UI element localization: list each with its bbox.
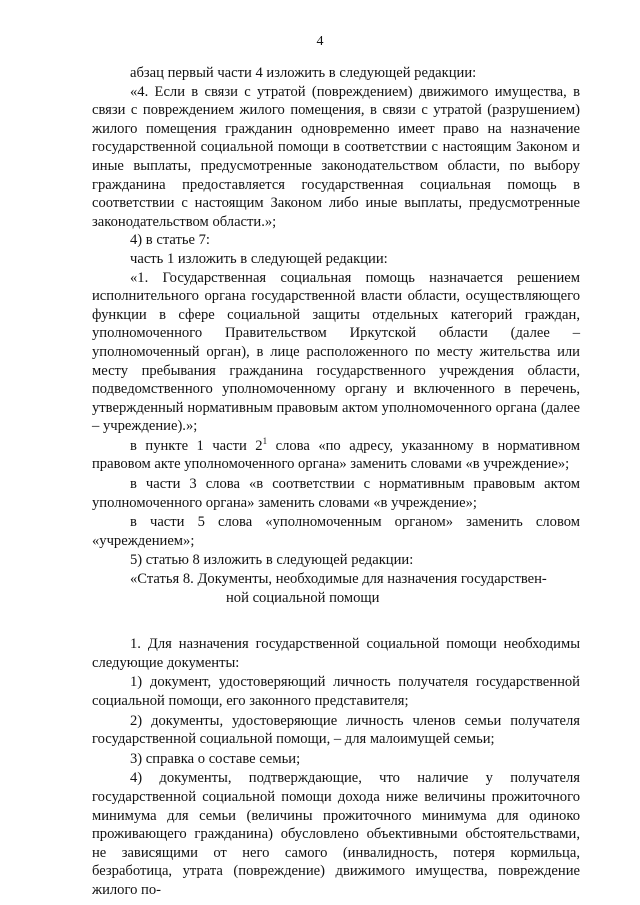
article-heading [92, 570, 580, 607]
superscript: 1 [262, 436, 268, 447]
paragraph: в части 3 слова «в соответствии с нормативным правовым актом уполномоченного органа» заменить словами «в учреждение»; [92, 476, 580, 511]
spacer [92, 607, 580, 635]
paragraph: 2) документы, удостоверяющие личность членов семьи получателя государственной социальной помощи, – для малоимущей семьи; [92, 712, 580, 748]
paragraph: 1) документ, удостоверяющий личность получателя государственной социальной помощи, его законного представителя; [92, 674, 580, 709]
text-after-sup: слова «по адресу, указанному в нормативном правовом акте уполномоченного органа» заменить словами «в учреждение»; [92, 437, 581, 473]
paragraph-with-superscript [92, 437, 580, 474]
paragraph: 4) в статье 7: [130, 232, 210, 249]
page-number: 4 [316, 34, 324, 49]
paragraph: 4) документы, подтверждающие, что наличие у получателя государственной социальной помощи дохода ниже величины прожиточного минимума для семьи (величины прожиточного минимума для одиноко проживающего гражданина) обусловлено объективными обстоятельствами, не зависящими от него самого (инвалидность, потеря кормильца, безработица, утрата (повреждение) движимого имущества, повреждение жилого по- [92, 770, 580, 898]
paragraph: 3) справка о составе семьи; [130, 750, 301, 767]
article-heading-line2: ной социальной помощи [226, 589, 380, 606]
document-body [92, 64, 580, 900]
paragraph: абзац первый части 4 изложить в следующей редакции: [130, 65, 477, 81]
paragraph: в части 5 слова «уполномоченным органом» заменить словом «учреждением»; [92, 514, 580, 549]
article-heading-line1: «Статья 8. Документы, необходимые для назначения государствен- [130, 571, 547, 588]
paragraph: «4. Если в связи с утратой (повреждением) движимого имущества, в связи с повреждением жилого помещения, в связи с утратой (разрушением) жилого помещения гражданин одновременно имеет право на назначение государственной социальной помощи в соответствии с настоящим Законом и иные выплаты, предусмотренные законодательством области, по выбору гражданина предоставляется государственная социальная помощь в соответствии с настоящим Законом либо иные выплаты, предусмотренные законодательством области.»; [92, 83, 580, 230]
paragraph: 1. Для назначения государственной социальной помощи необходимы следующие документы: [92, 636, 580, 671]
paragraph: часть 1 изложить в следующей редакции: [130, 250, 388, 267]
paragraph: 5) статью 8 изложить в следующей редакции: [130, 552, 414, 569]
text-before-sup: в пункте 1 части 2 [130, 437, 263, 454]
paragraph: «1. Государственная социальная помощь назначается решением исполнительного органа государственной власти области, осуществляющего функции в сфере социальной защиты отдельных категорий граждан, уполномоченного Правительством Иркутской области (далее – уполномоченный орган), в лице расположенного по месту жительства или месту пребывания гражданина государственного учреждения области, подведомственного уполномоченному органу и включенного в перечень, утвержденный нормативным правовым актом уполномоченного органа (далее – учреждение).»; [92, 269, 580, 435]
